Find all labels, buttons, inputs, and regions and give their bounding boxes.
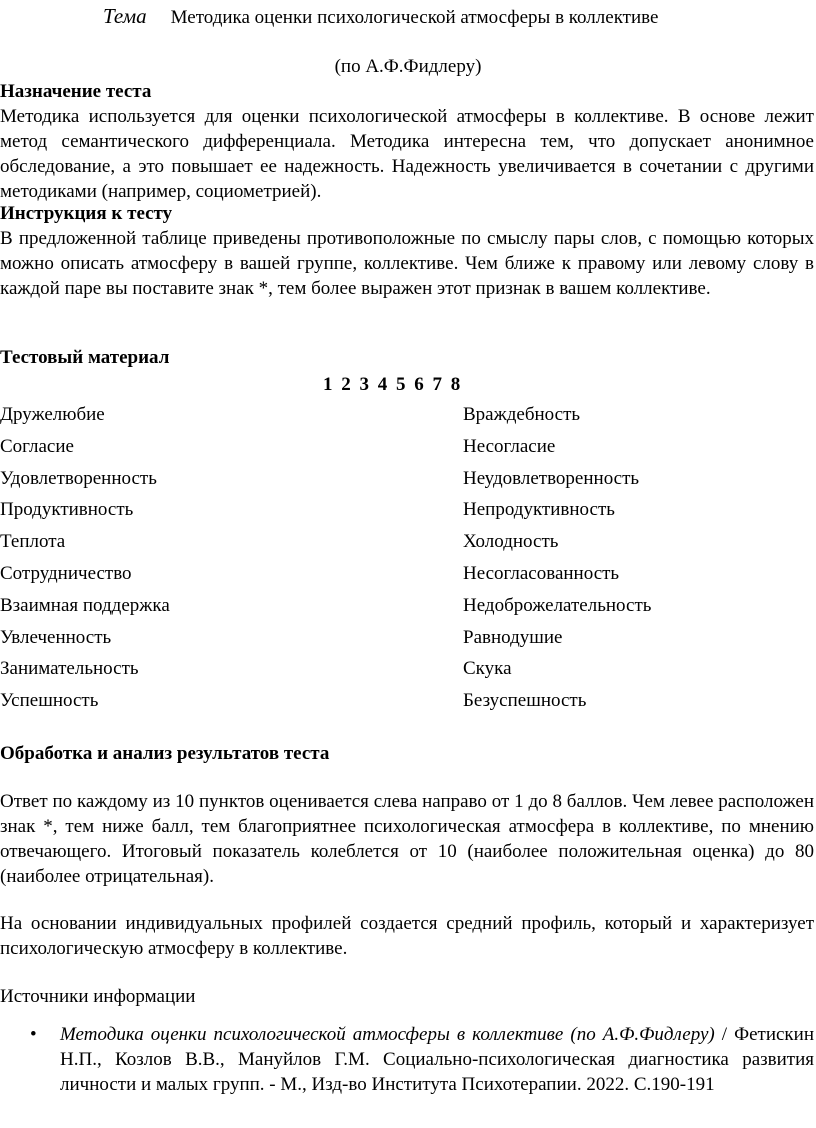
pair-left-word: Взаимная поддержка	[0, 595, 170, 616]
source-item	[0, 1022, 814, 1097]
pair-right-word: Враждебность	[463, 404, 581, 425]
source-title: Методика оценки психологической атмосферы в коллективе (по А.Ф.Фидлеру)	[60, 1024, 715, 1045]
sources-heading: Источники информации	[0, 986, 196, 1007]
pair-right-word: Безуспешность	[463, 690, 587, 711]
analysis-heading: Обработка и анализ результатов теста	[0, 743, 330, 764]
material-heading: Тестовый материал	[0, 347, 170, 368]
analysis-paragraph-1: Ответ по каждому из 10 пунктов оценивается слева направо от 1 до 8 баллов. Чем левее расположен знак *, тем ниже балл, тем благоприятнее психологическая атмосфера в коллективе, по мнению отвечающего. Итоговый показатель колеблется от 10 (наиболее положительная оценка) до 80 (наиболее отрицательная).	[0, 791, 814, 887]
instruction-heading: Инструкция к тесту	[0, 203, 173, 224]
pair-left-word: Теплота	[0, 531, 66, 552]
instruction-text: В предложенной таблице приведены противоположные по смыслу пары слов, с помощью которых можно описать атмосферу в вашей группе, коллективе. Чем ближе к правому или левому слову в каждой паре вы поставите знак *, тем более выражен этот признак в вашем коллективе.	[0, 228, 814, 299]
title-text: Методика оценки психологической атмосферы в коллективе	[170, 7, 659, 28]
pair-right-word: Несогласованность	[463, 563, 620, 584]
pair-right-word: Равнодушие	[463, 627, 563, 648]
pair-right-word: Скука	[463, 658, 512, 679]
pair-left-word: Занимательность	[0, 658, 139, 679]
pair-left-word: Согласие	[0, 436, 74, 457]
author-line: (по А.Ф.Фидлеру)	[334, 56, 482, 77]
pair-left-word: Сотрудничество	[0, 563, 132, 584]
scale-numbers: 1 2 3 4 5 6 7 8	[323, 374, 462, 395]
pair-right-word: Несогласие	[463, 436, 556, 457]
pair-left-word: Успешность	[0, 690, 99, 711]
topic-label: Тема	[103, 4, 147, 28]
pair-right-word: Неудовлетворенность	[463, 468, 640, 489]
purpose-heading: Назначение теста	[0, 81, 152, 102]
pair-right-word: Недоброжелательность	[463, 595, 652, 616]
pair-left-word: Дружелюбие	[0, 404, 105, 425]
pair-left-word: Увлеченность	[0, 627, 112, 648]
document-title	[103, 4, 658, 30]
analysis-paragraph-2: На основании индивидуальных профилей создается средний профиль, который и характеризует психологическую атмосферу в коллективе.	[0, 913, 814, 959]
pair-right-word: Непродуктивность	[463, 499, 615, 520]
source-details: / Фетискин Н.П., Козлов В.В., Мануйлов Г.М. Социально-психологическая диагностика развития личности и малых групп. - М., Изд-во Института Психотерапии. 2022. С.190-191	[60, 1024, 814, 1095]
pair-left-word: Продуктивность	[0, 499, 134, 520]
purpose-text: Методика используется для оценки психологической атмосферы в коллективе. В основе лежит метод семантического дифференциала. Методика интересна тем, что допускает анонимное обследование, а это повышает ее надежность. Надежность увеличивается в сочетании с другими методиками (например, социометрией).	[0, 106, 814, 202]
pair-right-word: Холодность	[463, 531, 559, 552]
sources-list	[0, 1022, 814, 1097]
pair-left-word: Удовлетворенность	[0, 468, 157, 489]
